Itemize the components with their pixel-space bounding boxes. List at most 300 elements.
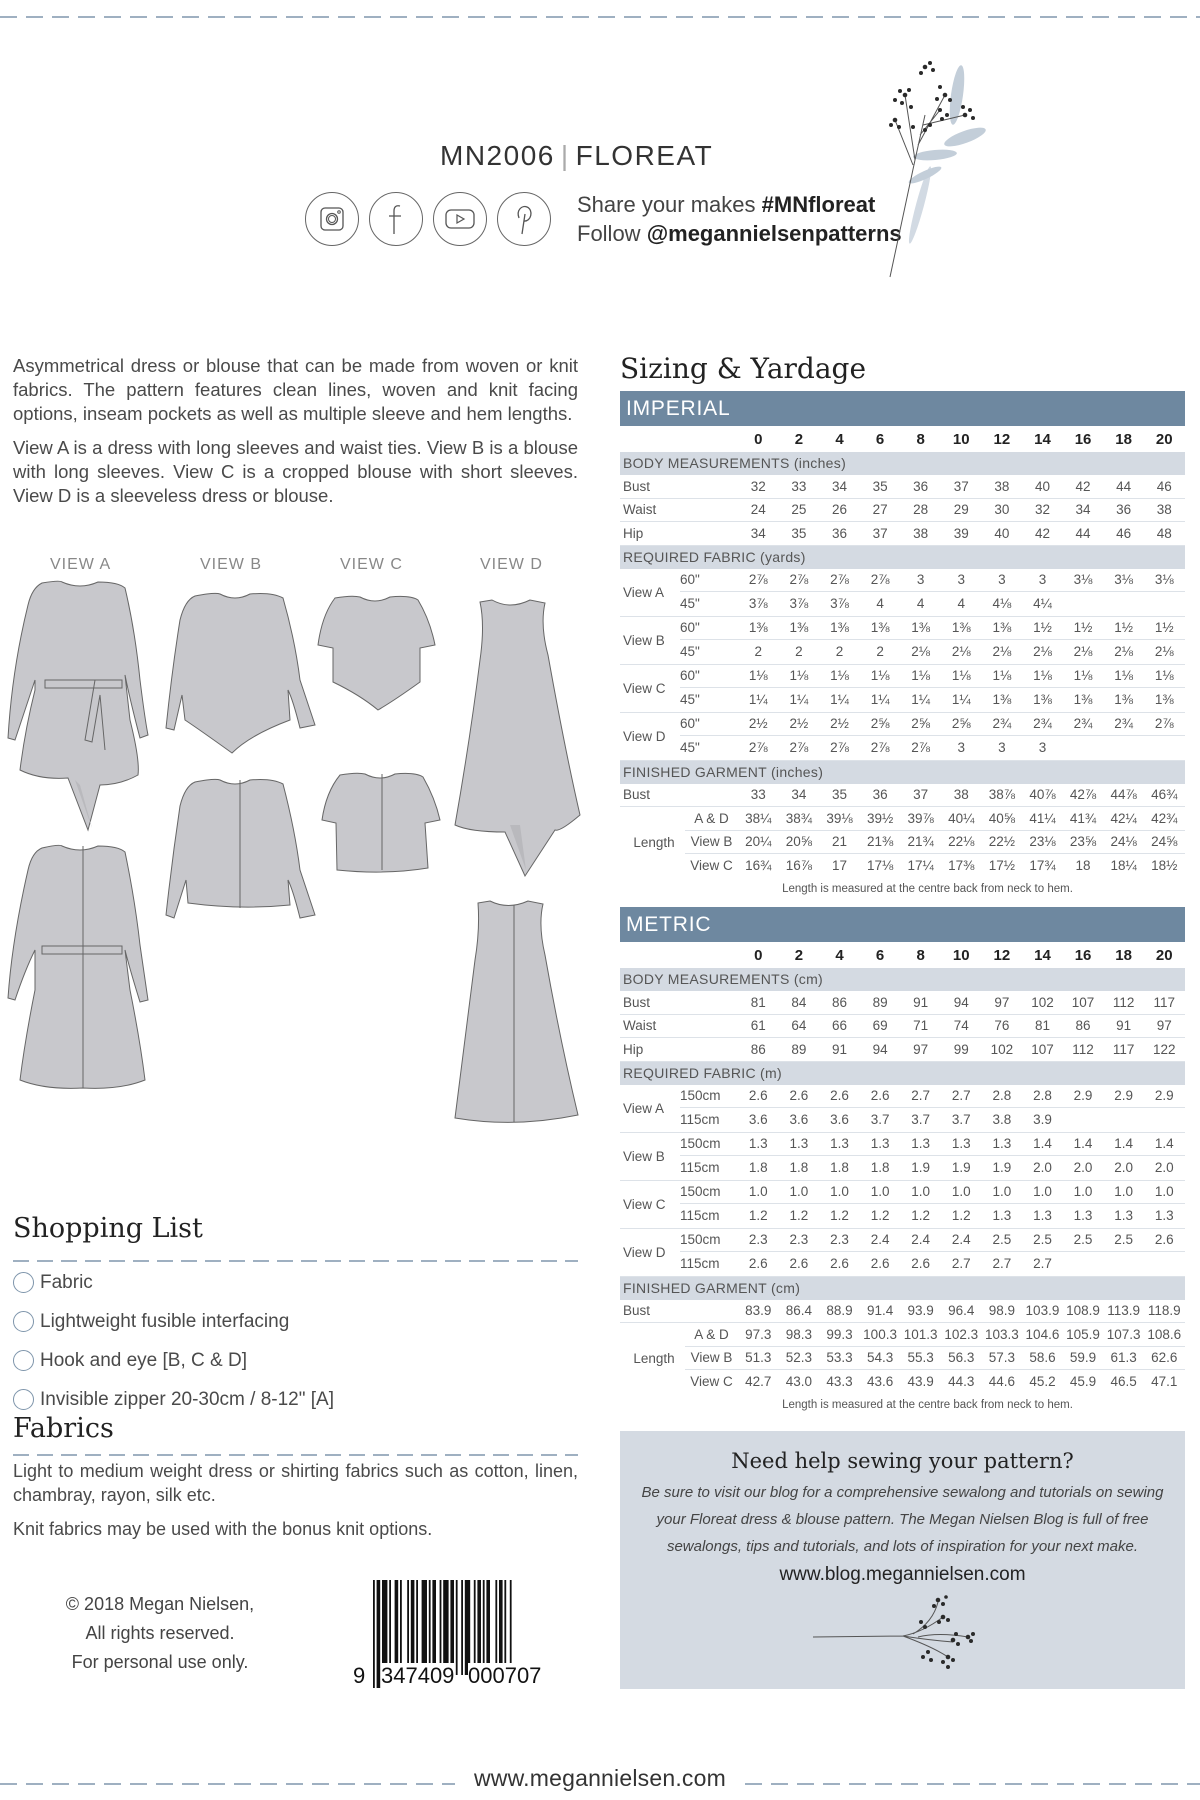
barcode-bar [486,1580,490,1675]
shopping-item[interactable] [13,1303,334,1340]
table-cell: 122 [1152,1041,1176,1057]
table-cell: 89 [872,994,888,1010]
table-cell: 2.6 [1154,1232,1174,1248]
table-cell: 44.6 [988,1374,1015,1390]
table-cell: 28 [913,502,929,518]
table-row [680,736,1185,760]
shopping-item[interactable] [13,1264,334,1301]
finished-garment-band: FINISHED GARMENT (cm) [620,1277,1185,1300]
table-cell: 2 [876,644,884,660]
handle-link[interactable]: @megannielsenpatterns [646,221,902,246]
size-header: 6 [875,430,885,448]
table-cell: 3 [998,572,1006,588]
floral-sprig-icon [803,1592,1003,1677]
table-cell: 1⅜ [1154,692,1174,708]
size-header-row [620,426,1185,452]
table-cell: 1.0 [789,1184,809,1200]
help-box [620,1431,1185,1689]
table-cell: 112 [1112,994,1135,1010]
help-body: Be sure to visit our blog for a comprehensive sewalong and tutorials on sewing your Floreat dress & blouse pattern. The Megan Nielsen Blog is full of free sewalongs, tips and tutorials, and lots of inspiration for your next make. [641,1484,1164,1555]
table-cell: 2.6 [830,1088,849,1104]
table-cell: 2¾ [1033,716,1052,732]
table-cell: 3 [957,572,966,588]
table-cell: 2⅛ [1033,644,1052,660]
size-header: 10 [952,946,970,964]
table-cell: 59.9 [1069,1350,1097,1366]
table-cell: 97 [913,1041,929,1057]
table-cell: 2⅞ [870,572,890,588]
facebook-icon[interactable] [369,192,423,246]
barcode-bar [440,1580,442,1675]
table-cell: 81 [1034,1018,1050,1034]
table-cell: 2.5 [1033,1232,1052,1248]
fabric-width: 60" [680,716,700,732]
row-label: Bust [623,994,651,1010]
table-cell: 38¼ [745,810,772,826]
table-cell: 36 [913,478,929,494]
table-cell: 113.9 [1107,1303,1141,1319]
fabric-view-group [620,1133,1185,1181]
table-cell: 2⅛ [951,644,971,660]
size-header: 14 [1034,946,1051,964]
barcode-bar [474,1580,476,1675]
view-a-front-illustration [8,581,148,830]
table-cell: 1⅜ [992,620,1012,636]
table-cell: 2.7 [951,1256,971,1272]
table-cell: 1⅜ [951,620,971,636]
table-cell: 1½ [1114,620,1134,636]
barcode-bar [377,1580,381,1688]
fabric-width: 150cm [680,1232,721,1248]
table-cell: 1.0 [830,1184,849,1200]
table-cell: 24⅛ [1110,834,1137,850]
table-cell: 4 [916,596,925,612]
shopping-item-label: Fabric [40,1271,93,1293]
table-cell: 1.8 [789,1160,809,1176]
fabric-view-group [620,1229,1185,1277]
fabric-rows [680,569,1185,616]
fabric-width: 150cm [680,1088,721,1104]
table-cell: 1.2 [870,1208,890,1224]
table-cell: 2⅞ [830,740,849,756]
table-cell: 2.5 [992,1232,1012,1248]
table-cell: 2.4 [911,1232,931,1248]
table-cell: 2.3 [748,1232,768,1248]
table-cell: 1.3 [1154,1208,1174,1224]
table-row [685,1323,1185,1347]
table-row [680,617,1185,641]
length-group [620,807,1185,878]
size-header: 4 [835,430,844,448]
table-cell: 16⅞ [785,858,813,874]
view-d-back-illustration [455,901,578,1122]
length-view-label: A & D [694,1326,729,1342]
table-cell: 1.3 [951,1136,971,1152]
table-cell: 36 [872,787,888,803]
barcode-bar [483,1580,485,1675]
table-cell: 17⅛ [866,858,894,874]
table-cell: 99.3 [826,1326,853,1342]
copyright-notice [40,1590,280,1677]
table-cell: 86.4 [785,1303,813,1319]
table-cell: 91 [1116,1018,1132,1034]
table-cell: 42 [1034,525,1050,541]
table-cell: 43.6 [866,1374,894,1390]
table-cell: 107 [1071,994,1095,1010]
table-row [620,1038,1185,1062]
table-cell: 2.6 [789,1088,809,1104]
pinterest-icon[interactable] [497,192,551,246]
table-cell: 3.7 [951,1112,971,1128]
view-b-back-illustration [166,779,315,918]
table-cell: 66 [831,1018,847,1034]
table-cell: 1.0 [992,1184,1012,1200]
barcode-bar [373,1580,375,1688]
row-label: Bust [623,1303,651,1319]
table-cell: 2⅞ [870,740,890,756]
size-header: 10 [952,430,970,448]
checkbox-circle-icon[interactable] [13,1389,34,1410]
table-cell: 1⅛ [992,668,1012,684]
size-header: 8 [916,430,925,448]
table-cell: 1⅛ [789,668,809,684]
fabric-view-group [620,617,1185,665]
fabric-width: 60" [680,668,700,684]
table-cell: 93.9 [907,1303,934,1319]
share-prefix: Share your makes [577,192,762,217]
view-c-back-illustration [322,773,440,872]
view-a-back-illustration [8,845,148,1088]
table-cell: 1.0 [1114,1184,1134,1200]
table-cell: 1⅜ [992,692,1012,708]
table-cell: 1⅛ [1154,668,1174,684]
table-cell: 1.8 [870,1160,890,1176]
table-cell: 1¼ [830,692,849,708]
table-cell: 1.4 [1154,1136,1174,1152]
table-cell: 4¼ [1033,596,1052,612]
table-cell: 3.9 [1033,1112,1052,1128]
row-label: Waist [623,1018,657,1034]
table-cell: 4 [876,596,884,612]
barcode-bar [382,1580,387,1675]
table-cell: 2⅞ [748,740,768,756]
footer-website-link[interactable]: www.megannielsen.com [473,1765,726,1791]
table-cell: 42 [1075,478,1091,494]
table-cell: 42⅞ [1069,787,1097,803]
row-label: Bust [623,478,651,494]
table-cell: 44⅞ [1110,787,1137,803]
size-header: 18 [1115,430,1132,448]
table-cell: 39 [953,525,969,541]
table-cell: 2.3 [830,1232,849,1248]
table-row [680,1085,1185,1109]
table-cell: 3.6 [789,1112,809,1128]
checkbox-circle-icon[interactable] [13,1311,34,1332]
fabric-rows [680,1133,1185,1180]
table-cell: 76 [994,1018,1010,1034]
table-cell: 2⅝ [951,716,971,732]
table-cell: 42¼ [1110,810,1137,826]
blog-link[interactable]: www.blog.megannielsen.com [779,1564,1026,1585]
fabric-view-group [620,569,1185,617]
table-cell: 105.9 [1066,1326,1100,1342]
table-cell: 42¾ [1151,810,1178,826]
table-cell: 3.8 [992,1112,1012,1128]
table-cell: 94 [872,1041,888,1057]
table-cell: 100.3 [863,1326,897,1342]
table-cell: 69 [872,1018,888,1034]
table-cell: 61 [750,1018,766,1034]
table-cell: 1.9 [911,1160,931,1176]
table-cell: 40¼ [948,810,975,826]
table-cell: 38 [1156,502,1172,518]
size-header: 6 [875,946,885,964]
table-cell: 57.3 [988,1350,1015,1366]
table-cell: 2.8 [992,1088,1012,1104]
table-row [620,475,1185,499]
table-cell: 45.9 [1069,1374,1097,1390]
table-cell: 3 [957,740,966,756]
shopping-item[interactable] [13,1342,334,1379]
barcode-bar [432,1580,436,1675]
table-cell: 1.4 [1114,1136,1134,1152]
table-cell: 2⅛ [1114,644,1134,660]
table-cell: 23⅛ [1029,834,1056,850]
fabric-width: 150cm [680,1184,721,1200]
table-cell: 41¾ [1069,810,1097,826]
fabric-view-group [620,665,1185,713]
table-cell: 1.2 [911,1208,931,1224]
table-cell: 91.4 [866,1303,894,1319]
table-cell: 1.2 [748,1208,768,1224]
table-cell: 2.8 [1033,1088,1052,1104]
table-cell: 1.3 [911,1136,931,1152]
table-cell: 2⅝ [911,716,931,732]
table-cell: 2 [754,644,763,660]
table-cell: 18½ [1151,858,1178,874]
table-cell: 1.0 [911,1184,931,1200]
hashtag-link[interactable]: #MNfloreat [761,192,876,217]
table-cell: 40 [1034,478,1050,494]
table-cell: 1.9 [951,1160,971,1176]
table-cell: 1.0 [870,1184,890,1200]
fabric-rows [680,665,1185,712]
table-cell: 1⅜ [1033,692,1052,708]
fabric-rows [680,713,1185,760]
table-cell: 112 [1072,1041,1094,1057]
copyright-line: © 2018 Megan Nielsen, [65,1594,255,1614]
table-row [685,831,1185,855]
size-header: 20 [1155,946,1173,964]
table-row [685,1370,1185,1394]
table-cell: 2.6 [748,1256,768,1272]
table-cell: 35 [791,525,807,541]
table-cell: 3⅞ [748,596,768,612]
table-cell: 3.7 [870,1112,890,1128]
pattern-title [440,140,713,172]
table-cell: 2⅛ [1073,644,1093,660]
table-cell: 1.3 [1073,1208,1093,1224]
table-cell: 3 [1038,740,1047,756]
table-cell: 97 [994,994,1010,1010]
table-cell: 26 [831,502,847,518]
table-row [680,640,1185,664]
length-note: Length is measured at the centre back from neck to hem. [782,1398,1073,1411]
table-cell: 56.3 [948,1350,975,1366]
table-cell: 46 [1156,478,1172,494]
table-cell: 2⅞ [830,572,849,588]
barcode-bar [422,1580,427,1675]
size-header: 4 [835,946,844,964]
size-header: 12 [993,430,1011,448]
table-cell: 2⅛ [1154,644,1174,660]
table-cell: 3.7 [911,1112,931,1128]
table-cell: 2.7 [951,1088,971,1104]
table-cell: 16¾ [745,858,772,874]
table-cell: 1.4 [1073,1136,1093,1152]
table-cell: 107.3 [1106,1326,1141,1342]
table-cell: 2.6 [789,1256,809,1272]
table-row [680,1156,1185,1180]
table-cell: 2.0 [1114,1160,1134,1176]
table-cell: 38 [913,525,929,541]
fabric-width: 115cm [680,1112,720,1128]
instagram-icon[interactable] [305,192,359,246]
barcode-bar [461,1580,463,1675]
shopping-list [13,1264,334,1420]
table-cell: 45.2 [1029,1374,1056,1390]
table-cell: 1.0 [1154,1184,1174,1200]
table-cell: 20¼ [745,834,772,850]
checkbox-circle-icon[interactable] [13,1272,34,1293]
table-cell: 118.9 [1147,1303,1181,1319]
table-cell: 33 [791,478,807,494]
table-cell: 1½ [1073,620,1093,636]
table-cell: 1.3 [830,1136,849,1152]
table-cell: 1.3 [789,1136,809,1152]
checkbox-circle-icon[interactable] [13,1350,34,1371]
required-fabric-band: REQUIRED FABRIC (m) [620,1062,1185,1085]
table-row [620,991,1185,1015]
table-cell: 97 [1156,1018,1172,1034]
table-cell: 2½ [789,716,809,732]
row-label: Bust [623,787,651,803]
table-cell: 3 [998,740,1006,756]
youtube-icon[interactable] [433,192,487,246]
table-cell: 1⅜ [1073,692,1093,708]
table-row [680,592,1185,616]
size-header: 8 [916,946,925,964]
length-label: Length [633,1350,675,1366]
table-cell: 99 [953,1041,969,1057]
garment-illustrations [0,570,600,1200]
shopping-item-label: Invisible zipper 20-30cm / 8-12" [A] [40,1388,334,1410]
table-cell: 94 [953,994,969,1010]
table-cell: 2⅝ [870,716,890,732]
view-label: View C [623,1196,666,1212]
table-cell: 107 [1031,1041,1054,1057]
floral-decoration-icon [885,55,995,285]
table-cell: 2.3 [789,1232,809,1248]
barcode-bar [400,1580,402,1675]
barcode-bar [395,1580,399,1675]
fabric-width: 60" [680,620,700,636]
table-row [680,1108,1185,1132]
table-cell: 1.2 [830,1208,849,1224]
table-row [620,1015,1185,1039]
table-cell: 1⅜ [748,620,768,636]
table-cell: 2.0 [1033,1160,1052,1176]
table-cell: 2.7 [911,1088,931,1104]
fabrics-title: Fabrics [13,1413,114,1444]
length-view-label: View B [690,834,733,850]
table-cell: 1.3 [992,1208,1012,1224]
table-cell: 97.3 [745,1326,772,1342]
table-cell: 4⅛ [992,596,1012,612]
table-cell: 17½ [988,858,1015,874]
table-cell: 1⅜ [830,620,849,636]
table-cell: 38⅞ [988,787,1015,803]
length-rows [685,807,1185,878]
table-cell: 2⅛ [911,644,931,660]
table-cell: 1⅛ [911,668,931,684]
length-label: Length [633,834,675,850]
table-cell: 35 [872,478,888,494]
table-cell: 1⅛ [830,668,849,684]
table-cell: 25 [791,502,807,518]
table-cell: 54.3 [866,1350,894,1366]
table-cell: 2.5 [1114,1232,1134,1248]
fabric-view-group [620,1085,1185,1133]
fabric-width: 45" [680,740,700,756]
table-cell: 2.6 [911,1256,931,1272]
table-cell: 39½ [866,810,894,826]
table-cell: 42.7 [745,1374,772,1390]
table-cell: 27 [872,502,888,518]
view-b-front-illustration [166,593,315,753]
view-label: View A [623,584,665,600]
view-label: View B [623,632,665,648]
table-cell: 1⅛ [951,668,971,684]
table-cell: 1.3 [1114,1208,1134,1224]
table-cell: 44 [1075,525,1091,541]
table-cell: 2½ [830,716,849,732]
table-cell: 34 [791,787,807,803]
table-cell: 37 [872,525,888,541]
table-cell: 98.9 [988,1303,1015,1319]
table-cell: 24⅝ [1151,834,1178,850]
table-cell: 2.5 [1073,1232,1093,1248]
copyright-line: For personal use only. [71,1652,249,1672]
metric-header-bar: METRIC [620,907,1185,942]
pattern-description [13,354,578,518]
table-row [620,1300,1185,1324]
table-cell: 81 [750,994,766,1010]
table-cell: 1¼ [911,692,931,708]
table-cell: 36 [831,525,847,541]
shopping-list-divider [13,1260,578,1262]
table-cell: 53.3 [826,1350,853,1366]
table-cell: 55.3 [907,1350,934,1366]
fabric-width: 45" [680,692,700,708]
barcode-digits-right: 000707 [468,1663,542,1688]
table-row [680,665,1185,689]
view-label: View D [623,1244,666,1260]
length-note: Length is measured at the centre back from neck to hem. [782,882,1073,895]
table-cell: 117 [1112,1041,1135,1057]
table-row [685,807,1185,831]
follow-prefix: Follow [577,221,647,246]
